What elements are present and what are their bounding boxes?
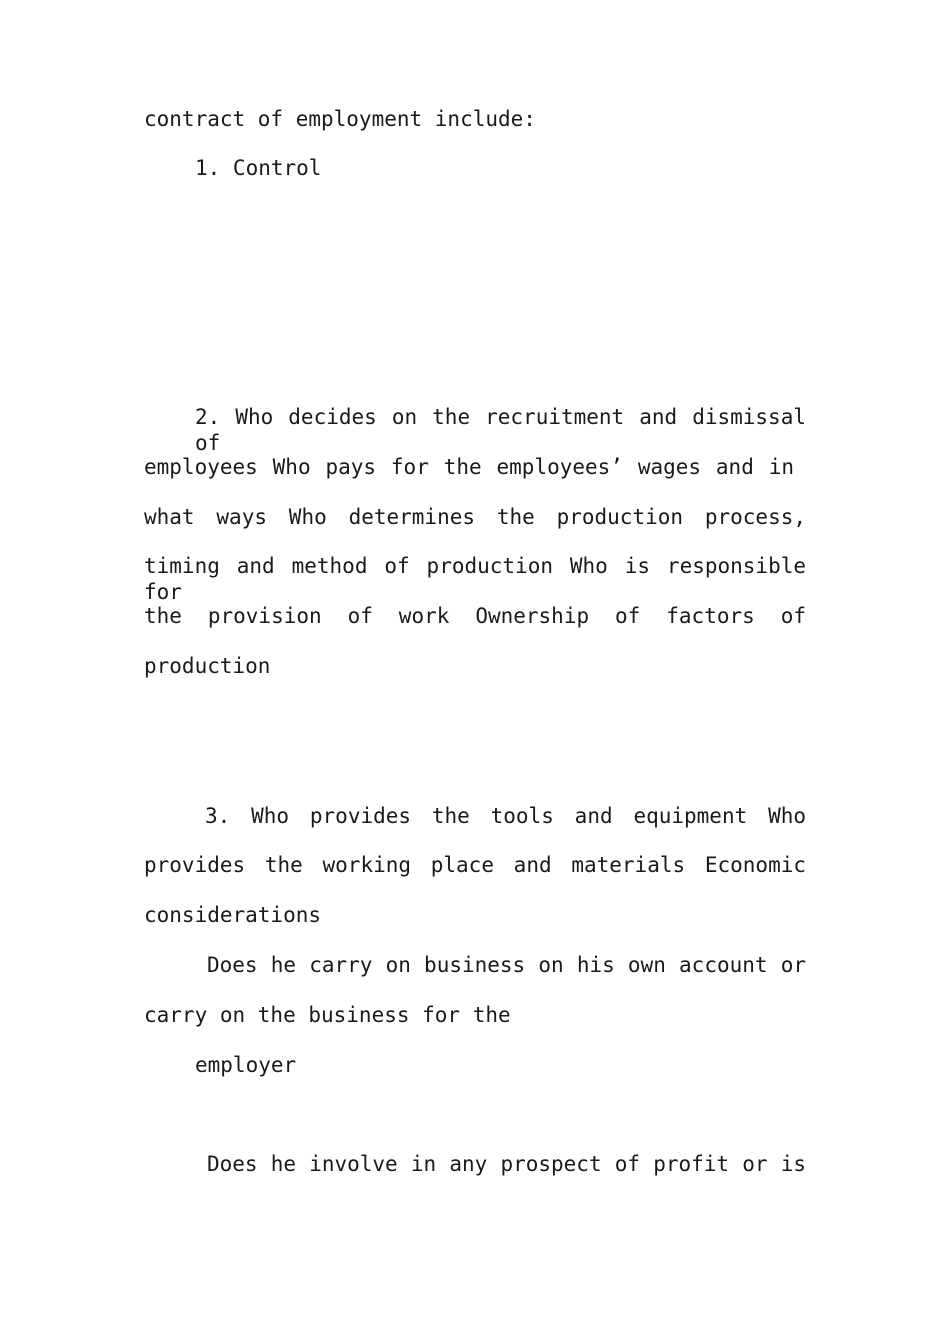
paragraph-line: contract of employment include: <box>144 107 536 131</box>
paragraph-line: employer <box>195 1053 297 1077</box>
paragraph-line: employees Who pays for the employees’ wages and in <box>144 455 794 479</box>
paragraph-line: Does he carry on business on his own account or <box>207 953 806 977</box>
paragraph-line: timing and method of production Who is responsible for <box>144 554 806 604</box>
list-item-control: 1. Control <box>195 156 322 180</box>
list-item-3-line: 3. Who provides the tools and equipment Who <box>205 804 806 828</box>
list-item-2-line: 2. Who decides on the recruitment and dismissal of <box>195 405 806 455</box>
paragraph-line: carry on the business for the <box>144 1003 511 1027</box>
paragraph-line: provides the working place and materials Economic <box>144 853 806 877</box>
paragraph-line: the provision of work Ownership of factors of <box>144 604 806 628</box>
paragraph-line: what ways Who determines the production process, <box>144 505 806 529</box>
paragraph-line: considerations <box>144 903 322 927</box>
paragraph-line: production <box>144 654 271 678</box>
paragraph-line: Does he involve in any prospect of profit or is <box>207 1152 806 1176</box>
